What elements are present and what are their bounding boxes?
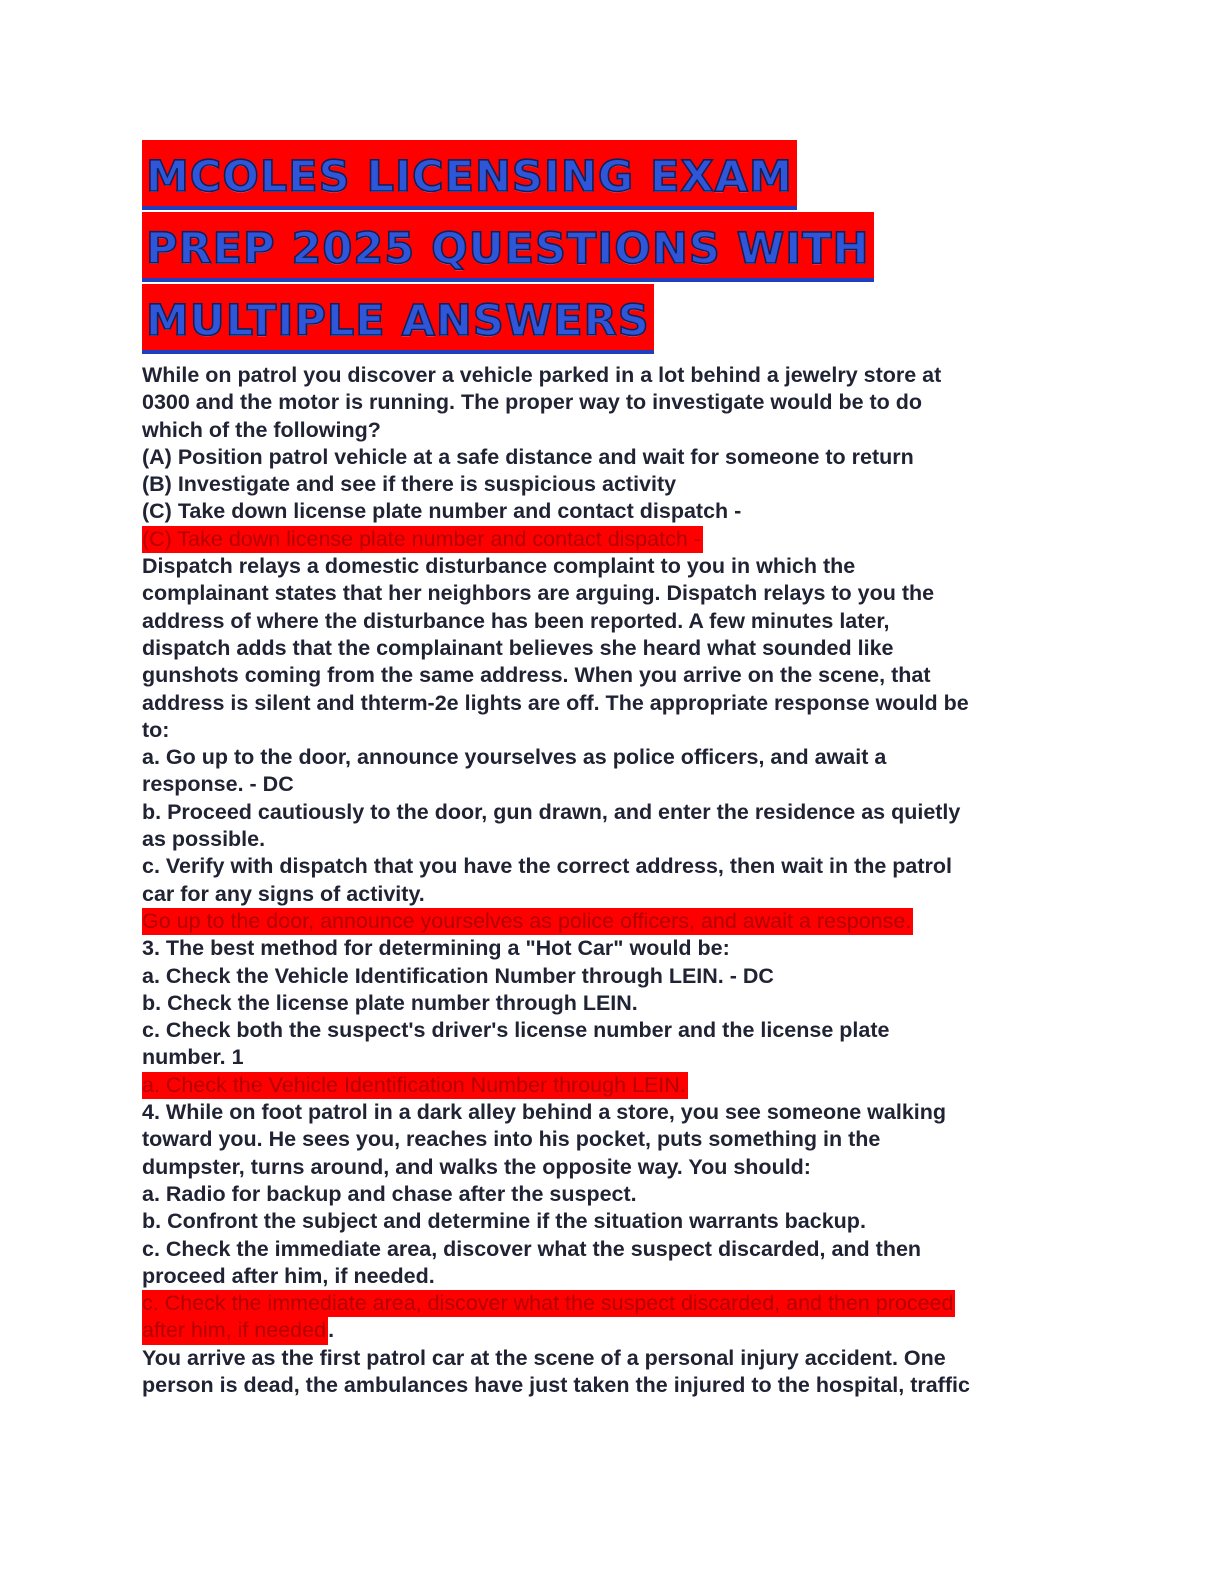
answer-line xyxy=(142,908,1082,935)
answer-line xyxy=(142,1317,1082,1344)
question-line xyxy=(142,1044,1082,1071)
line-text: proceed after him, if needed. xyxy=(142,1263,435,1288)
answer-highlight: Go up to the door, announce yourselves as police officers, and await a response. xyxy=(142,908,913,935)
question-line xyxy=(142,1263,1082,1290)
line-text: complainant states that her neighbors are arguing. Dispatch relays to you the xyxy=(142,581,935,606)
question-line xyxy=(142,362,1082,389)
answer-line xyxy=(142,1072,1082,1099)
line-text: b. Proceed cautiously to the door, gun drawn, and enter the residence as quietly xyxy=(142,799,961,824)
answer-highlight: (C) Take down license plate number and contact dispatch - xyxy=(142,526,703,553)
answer-highlight: c. Check the immediate area, discover what the suspect discarded, and then proceed xyxy=(142,1290,955,1317)
question-line xyxy=(142,771,1082,798)
line-text: dumpster, turns around, and walks the opposite way. You should: xyxy=(142,1154,811,1179)
question-line xyxy=(142,1208,1082,1235)
title-line: MULTIPLE ANSWERS xyxy=(142,284,654,354)
line-text: number. 1 xyxy=(142,1045,244,1070)
question-line xyxy=(142,744,1082,771)
question-line xyxy=(142,1345,1082,1372)
question-line xyxy=(142,1181,1082,1208)
line-text: gunshots coming from the same address. When you arrive on the scene, that xyxy=(142,663,931,688)
answer-highlight: a. Check the Vehicle Identification Number through LEIN. xyxy=(142,1072,688,1099)
line-text: c. Check the immediate area, discover what the suspect discarded, and then xyxy=(142,1236,922,1261)
question-line xyxy=(142,826,1082,853)
title-line: PREP 2025 QUESTIONS WITH xyxy=(142,212,874,282)
question-line xyxy=(142,881,1082,908)
answer-suffix: . xyxy=(328,1318,335,1343)
line-text: dispatch adds that the complainant believes she heard what sounded like xyxy=(142,635,894,660)
line-text: which of the following? xyxy=(142,417,381,442)
question-line xyxy=(142,935,1082,962)
question-line xyxy=(142,690,1082,717)
line-text: 0300 and the motor is running. The proper way to investigate would be to do xyxy=(142,390,923,415)
line-text: While on patrol you discover a vehicle parked in a lot behind a jewelry store at xyxy=(142,363,942,387)
line-text: person is dead, the ambulances have just taken the injured to the hospital, traffic xyxy=(142,1372,970,1397)
answer-line xyxy=(142,1290,1082,1317)
line-text: 4. While on foot patrol in a dark alley behind a store, you see someone walking xyxy=(142,1100,947,1125)
line-text: a. Go up to the door, announce yourselves as police officers, and await a xyxy=(142,745,887,770)
question-line xyxy=(142,1126,1082,1153)
question-line xyxy=(142,389,1082,416)
line-text: a. Check the Vehicle Identification Number through LEIN. - DC xyxy=(142,963,774,988)
line-text: (C) Take down license plate number and contact dispatch - xyxy=(142,499,742,524)
question-line xyxy=(142,553,1082,580)
question-line xyxy=(142,444,1082,471)
question-line xyxy=(142,853,1082,880)
document-title xyxy=(142,140,1082,356)
question-line xyxy=(142,608,1082,635)
question-line xyxy=(142,1236,1082,1263)
question-line xyxy=(142,963,1082,990)
answer-line xyxy=(142,526,1082,553)
line-text: You arrive as the first patrol car at the scene of a personal injury accident. One xyxy=(142,1345,946,1370)
line-text: (B) Investigate and see if there is suspicious activity xyxy=(142,472,677,497)
line-text: b. Check the license plate number through LEIN. xyxy=(142,990,638,1015)
line-text: Dispatch relays a domestic disturbance complaint to you in which the xyxy=(142,554,856,579)
question-text-body xyxy=(142,362,1082,1399)
line-text: 3. The best method for determining a "Hot Car" would be: xyxy=(142,936,730,961)
line-text: b. Confront the subject and determine if the situation warrants backup. xyxy=(142,1209,866,1234)
line-text: c. Check both the suspect's driver's license number and the license plate xyxy=(142,1018,890,1043)
question-line xyxy=(142,417,1082,444)
question-line xyxy=(142,799,1082,826)
line-text: a. Radio for backup and chase after the suspect. xyxy=(142,1181,637,1206)
question-line xyxy=(142,1099,1082,1126)
line-text: (A) Position patrol vehicle at a safe distance and wait for someone to return xyxy=(142,444,914,469)
question-line xyxy=(142,635,1082,662)
title-line: MCOLES LICENSING EXAM xyxy=(142,140,797,210)
question-line xyxy=(142,471,1082,498)
question-line xyxy=(142,1017,1082,1044)
line-text: response. - DC xyxy=(142,772,294,797)
line-text: toward you. He sees you, reaches into his pocket, puts something in the xyxy=(142,1127,881,1152)
document-page xyxy=(142,140,1082,1399)
question-line xyxy=(142,717,1082,744)
line-text: car for any signs of activity. xyxy=(142,881,425,906)
question-line xyxy=(142,580,1082,607)
line-text: address is silent and thterm-2e lights are off. The appropriate response would be xyxy=(142,690,969,715)
question-line xyxy=(142,498,1082,525)
question-line xyxy=(142,1154,1082,1181)
answer-highlight: after him, if needed xyxy=(142,1317,328,1344)
line-text: to: xyxy=(142,717,170,742)
line-text: c. Verify with dispatch that you have the correct address, then wait in the patrol xyxy=(142,854,953,879)
question-line xyxy=(142,990,1082,1017)
line-text: as possible. xyxy=(142,827,266,852)
question-line xyxy=(142,1372,1082,1399)
question-line xyxy=(142,662,1082,689)
line-text: address of where the disturbance has been reported. A few minutes later, xyxy=(142,608,890,633)
